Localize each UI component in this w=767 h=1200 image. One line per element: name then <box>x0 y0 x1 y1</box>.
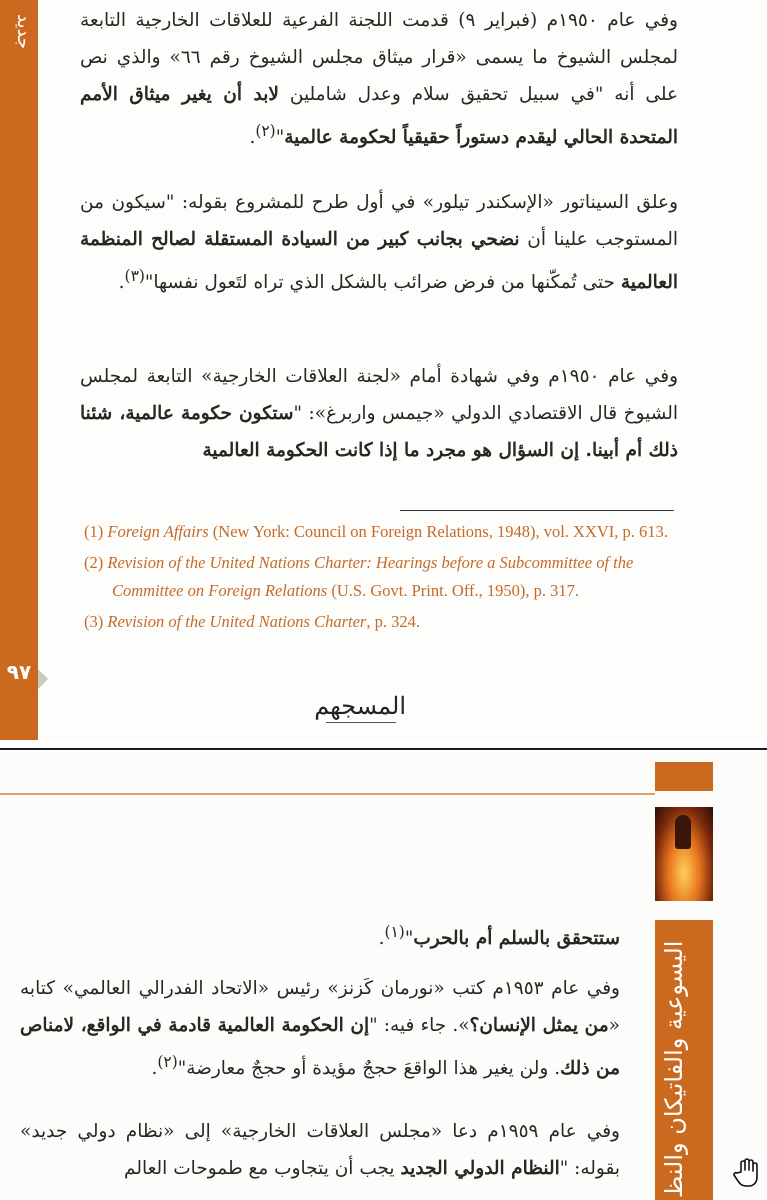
text-run: . <box>378 928 385 950</box>
header-accent-block <box>655 762 713 791</box>
footnote-ref: (٣) <box>124 267 145 285</box>
emphasized-text: ستتحقق بالسلم أم بالحرب <box>413 928 620 950</box>
footnote-rest: (New York: Council on Foreign Relations, 1948), vol. XXVI, p. 613. <box>208 522 668 541</box>
footnote <box>84 608 684 636</box>
thumbnail-figure <box>675 815 691 849</box>
paragraph <box>20 914 620 957</box>
emphasized-text: نضحي بجانب كبير من السيادة المستقلة لصالح المنظمة العالمية <box>80 229 678 294</box>
text-run: وفي عام ١٩٥٠م وفي شهادة أمام «لجنة العلاقات الخارجية» التابعة لمجلس الشيوخ قال الاقتصادي الدولي «جيمس واربرغ»: " <box>80 366 679 424</box>
emphasized-text: من يمثل الإنسان؟ <box>469 1015 609 1036</box>
header-rule <box>0 793 655 795</box>
footnote-number: (3) <box>84 612 104 631</box>
text-run: . ولن يغير هذا الواقعَ حججٌ مؤيدة أو حججٌ معارضة" <box>177 1058 561 1080</box>
paragraph <box>20 970 620 1087</box>
page-number-arrow <box>38 669 48 689</box>
paragraph <box>80 358 678 469</box>
watermark-underline <box>326 722 396 723</box>
text-run: وفي عام ١٩٥٠م (فبراير ٩) قدمت اللجنة الفرعية للعلاقات الخارجية التابعة لمجلس الشيوخ ما يسمى «قرار ميثاق مجلس الشيوخ رقم ٦٦» والذي نص على أنه "في سبيل تحقيق سلام وعدل شاملين <box>80 10 679 105</box>
footnote-title: Foreign Affairs <box>107 522 209 541</box>
text-run: وعلق السيناتور «الإسكندر تيلور» في أول طرح للمشروع بقوله: "سيكون من المستوجب علينا أن <box>80 192 678 250</box>
footnote-separator <box>400 510 674 511</box>
emphasized-text: النظام الدولي الجديد <box>400 1158 560 1179</box>
chapter-side-tab-label: جديد <box>13 14 34 50</box>
footnotes <box>84 518 684 636</box>
chapter-side-tab-label: اليسوعية والفاتيكان والنظ <box>660 940 688 1198</box>
text-run: . <box>249 127 256 149</box>
paragraph <box>80 184 678 301</box>
text-run: ». جاء فيه: " <box>369 1015 470 1036</box>
emphasized-text: لابد أن يغير ميثاق الأمم المتحدة الحالي ليقدم دستوراً حقيقياً لحكومة عالمية <box>80 84 678 149</box>
footnote-number: (2) <box>84 553 104 572</box>
footnote-number: (1) <box>84 522 104 541</box>
footnote-rest: , p. 324. <box>366 612 420 631</box>
page-number: ٩٧ <box>6 660 32 684</box>
text-run: حتى تُمكّنها من فرض ضرائب بالشكل الذي تراه لتَعول نفسها" <box>144 272 621 294</box>
footnote <box>84 518 684 546</box>
text-run: " <box>275 127 285 149</box>
footnote-title: Revision of the United Nations Charter: Hearings before a Subcommittee of the Committee on Foreign Relations <box>107 553 634 600</box>
footnote-ref: (٢) <box>157 1053 178 1071</box>
paragraph <box>80 2 678 156</box>
emphasized-text: إن الحكومة العالمية قادمة في الواقع، لامناص من ذلك <box>20 1015 620 1080</box>
footnote-ref: (٢) <box>255 122 276 140</box>
text-run: يجب أن يتجاوب مع طموحات العالم <box>124 1158 401 1179</box>
text-run: وفي عام ١٩٥٩م دعا «مجلس العلاقات الخارجية» إلى «نظام دولي جديد» بقوله: " <box>20 1121 620 1179</box>
watermark-logo: المسجهم <box>314 692 406 720</box>
emphasized-text: ستكون حكومة عالمية، شئنا ذلك أم أبينا. إن السؤال هو مجرد ما إذا كانت الحكومة العالمية <box>80 403 678 461</box>
paragraph <box>20 1113 620 1187</box>
footnote <box>84 549 684 605</box>
footnote-ref: (١) <box>384 923 405 941</box>
text-run: وفي عام ١٩٥٣م كتب «نورمان كَزنز» رئيس «الاتحاد الفدرالي العالمي» كتابه « <box>20 978 620 1036</box>
chapter-side-tab <box>0 0 38 740</box>
footnote-title: Revision of the United Nations Charter <box>107 612 367 631</box>
footnote-rest: (U.S. Govt. Print. Off., 1950), p. 317. <box>327 581 580 600</box>
hand-pointer-icon[interactable] <box>732 1158 760 1188</box>
page-divider <box>0 748 767 750</box>
text-run: " <box>404 928 414 950</box>
text-run: . <box>118 272 125 294</box>
text-run: . <box>151 1058 158 1080</box>
